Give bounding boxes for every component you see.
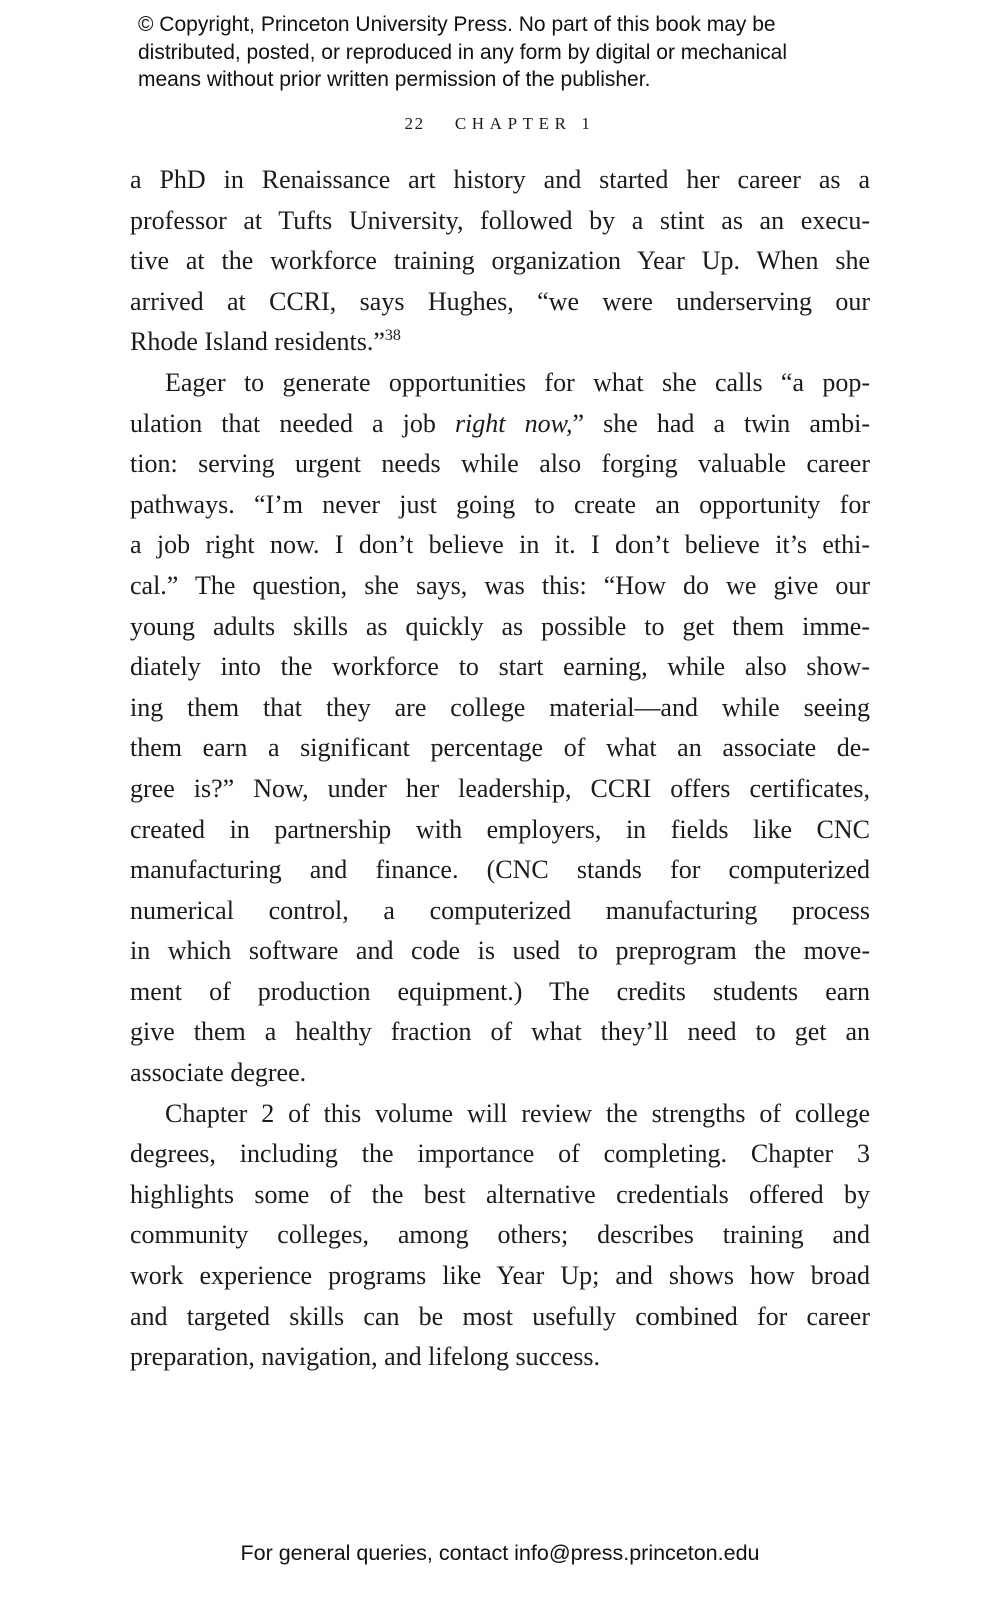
text-segment: manufacturing and finance. (CNC stands for computerized xyxy=(130,855,870,885)
text-line xyxy=(130,1134,870,1175)
text-line xyxy=(130,363,870,404)
text-segment: work experience programs like Year Up; and shows how broad xyxy=(130,1261,870,1291)
text-line xyxy=(130,728,870,769)
text-line xyxy=(130,1256,870,1297)
text-segment: highlights some of the best alternative credentials offered by xyxy=(130,1179,870,1209)
text-segment: Rhode Island residents.” xyxy=(130,327,385,357)
text-segment: ” she had a twin ambi- xyxy=(572,408,870,438)
text-line xyxy=(130,1215,870,1256)
text-segment: a PhD in Renaissance art history and started her career as a xyxy=(130,165,870,194)
chapter-heading: CHAPTER 1 xyxy=(454,114,596,133)
paragraph xyxy=(130,1094,870,1378)
text-line xyxy=(130,647,870,688)
text-segment: diately into the workforce to start earning, while also show- xyxy=(130,652,870,682)
text-segment: tion: serving urgent needs while also forging valuable career xyxy=(130,449,870,479)
text-line xyxy=(130,972,870,1013)
text-segment: created in partnership with employers, in fields like CNC xyxy=(130,814,870,844)
text-segment: them earn a significant percentage of what an associate de- xyxy=(130,733,870,763)
footer-contact: For general queries, contact info@press.princeton.edu xyxy=(240,1541,760,1565)
text-line xyxy=(130,1337,870,1378)
text-segment: Chapter 2 of this volume will review the strengths of college xyxy=(165,1098,870,1128)
copyright-line: © Copyright, Princeton University Press. No part of this book may be xyxy=(138,13,776,36)
text-segment: ment of production equipment.) The credits students earn xyxy=(130,976,870,1006)
text-segment: gree is?” Now, under her leadership, CCRI offers certificates, xyxy=(130,773,870,803)
text-line xyxy=(130,322,870,363)
text-line xyxy=(130,850,870,891)
text-line xyxy=(130,1175,870,1216)
text-line xyxy=(130,1094,870,1135)
text-segment: cal.” The question, she says, was this: “How do we give our xyxy=(130,570,870,600)
text-line xyxy=(130,566,870,607)
page-number: 22 xyxy=(404,114,425,133)
text-segment: professor at Tufts University, followed by a stint as an execu- xyxy=(130,205,870,235)
text-line xyxy=(130,769,870,810)
text-segment: and targeted skills can be most usefully combined for career xyxy=(130,1301,870,1331)
text-line xyxy=(130,688,870,729)
text-segment: community colleges, among others; describes training and xyxy=(130,1220,870,1250)
text-line xyxy=(130,485,870,526)
text-line xyxy=(130,282,870,323)
text-segment: Eager to generate opportunities for what she calls “a pop- xyxy=(165,367,870,397)
text-segment: numerical control, a computerized manufacturing process xyxy=(130,895,870,925)
copyright-line: distributed, posted, or reproduced in any form by digital or mechanical xyxy=(138,40,788,64)
text-line xyxy=(130,1053,870,1094)
text-line xyxy=(130,810,870,851)
text-segment: young adults skills as quickly as possible to get them imme- xyxy=(130,611,870,641)
text-segment: tive at the workforce training organization Year Up. When she xyxy=(130,246,870,276)
italic-phrase: right now, xyxy=(454,408,573,438)
text-segment: a job right now. I don’t believe in it. I don’t believe it’s ethi- xyxy=(130,530,870,560)
copyright-line: means without prior written permission of the publisher. xyxy=(138,68,651,91)
text-line xyxy=(130,160,870,201)
text-segment: degrees, including the importance of completing. Chapter 3 xyxy=(130,1139,870,1169)
text-line xyxy=(130,1012,870,1053)
text-segment: pathways. “I’m never just going to create an opportunity for xyxy=(130,489,870,519)
body-text xyxy=(130,160,870,1378)
text-line xyxy=(130,607,870,648)
running-head xyxy=(0,114,1000,134)
footnote-reference: 38 xyxy=(384,327,401,345)
paragraph xyxy=(130,363,870,1094)
copyright-notice xyxy=(138,11,858,94)
text-line xyxy=(130,404,870,445)
text-segment: give them a healthy fraction of what they’ll need to get an xyxy=(130,1017,870,1047)
text-line xyxy=(130,525,870,566)
text-segment: associate degree. xyxy=(130,1058,307,1088)
text-line xyxy=(130,444,870,485)
text-line xyxy=(130,891,870,932)
text-segment: ing them that they are college material—and while seeing xyxy=(130,692,870,722)
text-line xyxy=(130,241,870,282)
text-segment: ulation that needed a job xyxy=(130,408,455,438)
text-segment: arrived at CCRI, says Hughes, “we were underserving our xyxy=(130,286,870,316)
paragraph xyxy=(130,160,870,363)
text-segment: in which software and code is used to preprogram the move- xyxy=(130,936,870,966)
text-segment: preparation, navigation, and lifelong success. xyxy=(130,1342,601,1372)
text-line xyxy=(130,931,870,972)
text-line xyxy=(130,201,870,242)
text-line xyxy=(130,1297,870,1338)
